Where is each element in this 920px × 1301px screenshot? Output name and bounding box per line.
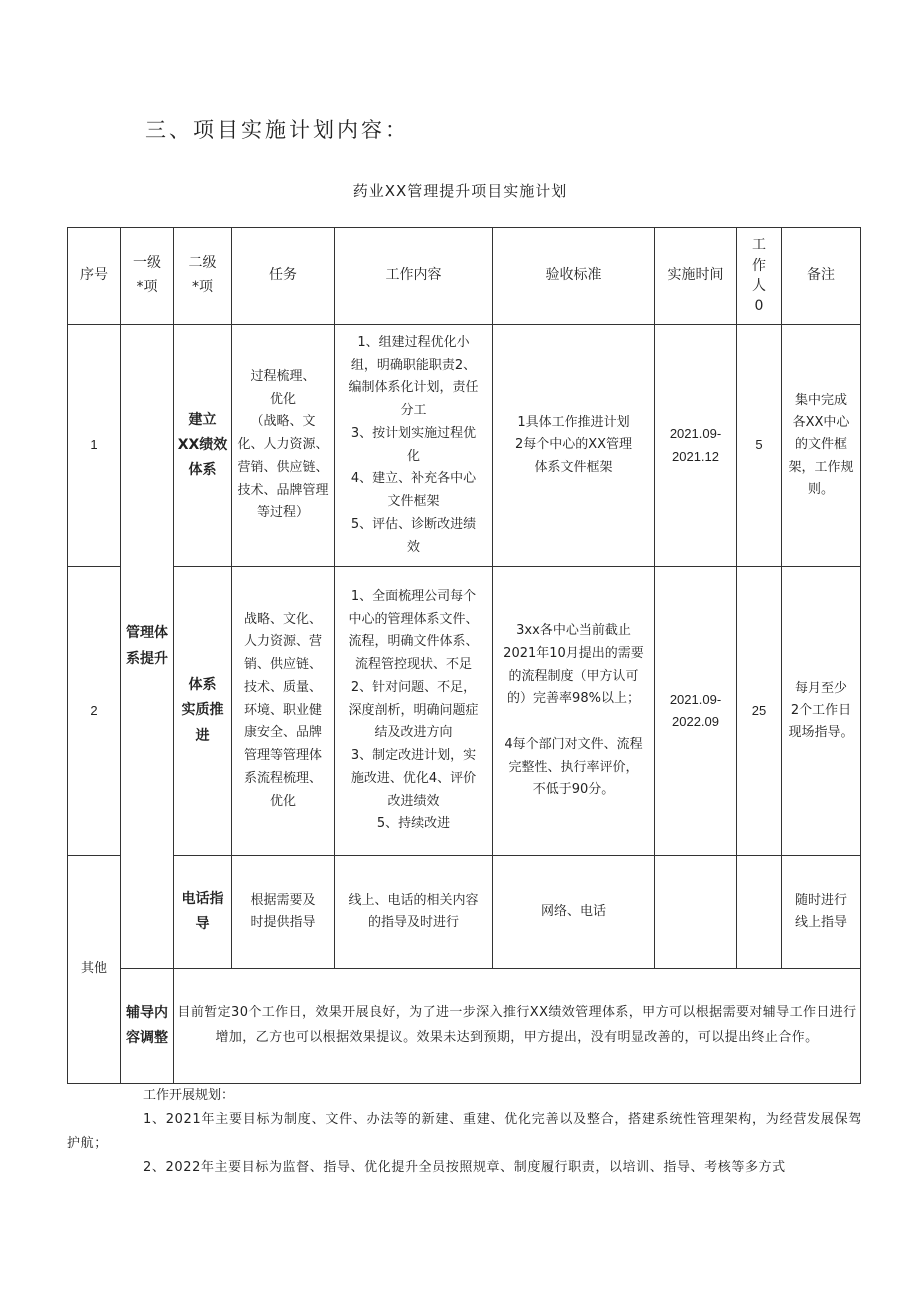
- work-plan-item: 1、2021年主要目标为制度、文件、办法等的新建、重建、优化完善以及整合，搭建系统性管理架构，为经营发展保驾护航；: [67, 1112, 862, 1151]
- row-task: 战略、文化、 人力资源、营 销、供应链、 技术、质量、 环境、职业健 康安全、品牌 管理等管理体 系流程梳理、 优化: [232, 567, 335, 856]
- phone-workers: [737, 856, 782, 969]
- table-row: [68, 969, 861, 1084]
- row-time: 2021.09- 2021.12: [655, 325, 737, 567]
- row-workers: 25: [737, 567, 782, 856]
- row-standard: 1具体工作推进计划 2每个中心的XX管理 体系文件框架: [493, 325, 655, 567]
- header-level2: 二级 *项: [174, 228, 232, 325]
- other-seq: 其他: [68, 856, 121, 1084]
- row-seq: 1: [68, 325, 121, 567]
- row-workers: 5: [737, 325, 782, 567]
- implementation-plan-table: [67, 227, 861, 1084]
- row-remark: 集中完成 各XX中心 的文件框 架，工作规 则。: [782, 325, 861, 567]
- phone-level2: 电话指 导: [174, 856, 232, 969]
- row-seq: 2: [68, 567, 121, 856]
- row-standard: 3xx各中心当前截止 2021年10月提出的需要 的流程制度（甲方认可 的）完善率98%以上； 4每个部门对文件、流程 完整性、执行率评价， 不低于90分。: [493, 567, 655, 856]
- phone-remark: 随时进行 线上指导: [782, 856, 861, 969]
- header-workers: 工 作 人 0: [737, 228, 782, 325]
- phone-content: 线上、电话的相关内容 的指导及时进行: [335, 856, 493, 969]
- row-content: 1、组建过程优化小 组，明确职能职责2、 编制体系化计划，责任 分工 3、按计划实施过程优 化 4、建立、补充各中心 文件框架 5、评估、诊断改进绩 效: [335, 325, 493, 567]
- row-content: 1、全面梳理公司每个 中心的管理体系文件、 流程，明确文件体系、 流程管控现状、不足 2、针对问题、不足， 深度剖析，明确问题症 结及改进方向 3、制定改进计划，实 施改进、优化4、评价 改进绩效 5、持续改进: [335, 567, 493, 856]
- work-plan-section: [67, 1084, 862, 1180]
- row-task: 过程梳理、 优化 （战略、文 化、人力资源、 营销、供应链、 技术、品牌管理 等过程）: [232, 325, 335, 567]
- table-row: [68, 567, 861, 856]
- header-level1: 一级 *项: [121, 228, 174, 325]
- phone-time: [655, 856, 737, 969]
- section-title: 三、项目实施计划内容：: [145, 118, 409, 142]
- header-time: 实施时间: [655, 228, 737, 325]
- header-seq: 序号: [68, 228, 121, 325]
- header-remark: 备注: [782, 228, 861, 325]
- adjust-text: 目前暂定30个工作日，效果开展良好，为了进一步深入推行XX绩效管理体系，甲方可以根据需要对辅导工作日进行增加，乙方也可以根据效果提议。效果未达到预期，甲方提出，没有明显改善的，可以提出终止合作。: [174, 969, 861, 1084]
- header-standard: 验收标准: [493, 228, 655, 325]
- row-time: 2021.09- 2022.09: [655, 567, 737, 856]
- row-remark: 每月至少 2个工作日 现场指导。: [782, 567, 861, 856]
- header-content: 工作内容: [335, 228, 493, 325]
- level1-cell: 管理体系提升: [121, 325, 174, 969]
- phone-standard: 网络、电话: [493, 856, 655, 969]
- adjust-level2: 辅导内 容调整: [121, 969, 174, 1084]
- work-plan-heading: 工作开展规划：: [143, 1088, 235, 1103]
- table-header-row: [68, 228, 861, 325]
- header-task: 任务: [232, 228, 335, 325]
- phone-task: 根据需要及 时提供指导: [232, 856, 335, 969]
- row-level2: 建立 XX绩效 体系: [174, 325, 232, 567]
- table-title: 药业XX管理提升项目实施计划: [352, 182, 568, 200]
- table-row: [68, 325, 861, 567]
- work-plan-item: 2、2022年主要目标为监督、指导、优化提升全员按照规章、制度履行职责，以培训、指导、考核等多方式: [143, 1160, 786, 1175]
- table-row: [68, 856, 861, 969]
- row-level2: 体系 实质推 进: [174, 567, 232, 856]
